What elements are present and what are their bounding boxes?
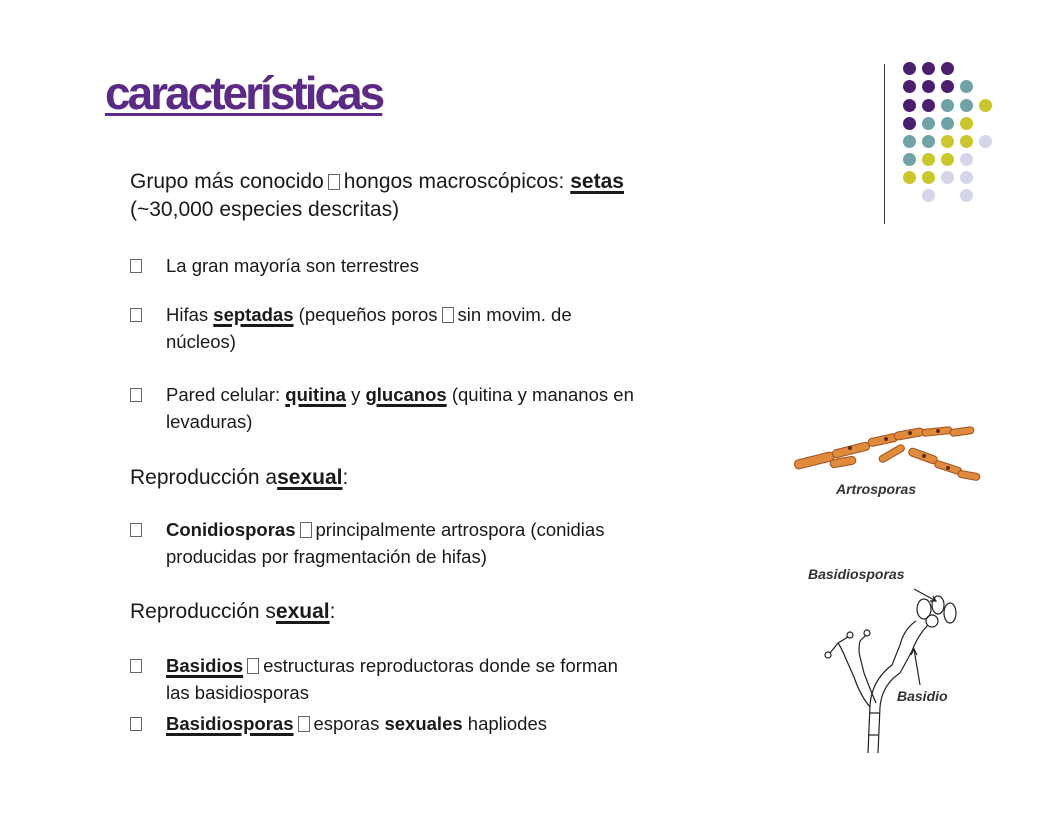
arrow-glyph-icon [298,716,310,732]
dot [960,189,973,202]
bullet-line2: producidas por fragmentación de hifas) [166,546,487,567]
dot [903,62,916,75]
bullet-bold-basidios: Basidios [166,655,244,676]
intro-paragraph [130,168,790,224]
bullet-icon [130,717,142,731]
dot [903,153,916,166]
dot [960,171,973,184]
dot [941,153,954,166]
arrow-glyph-icon [247,658,259,674]
heading-asexual [130,464,348,492]
bullet-pre: Hifas [166,304,209,325]
dot [941,117,954,130]
bullet-post1: esporas [313,713,380,734]
dot [941,135,954,148]
bullet-hifas [130,301,770,355]
heading-bold: exual [275,600,330,623]
intro-bold-setas: setas [570,170,624,193]
bullet-line2: núcleos) [166,331,236,352]
dot [960,135,973,148]
dot [922,153,935,166]
bullet-basidios [130,652,770,706]
artrosporas-label: Artrosporas [836,481,917,497]
dot [941,62,954,75]
dot [922,189,935,202]
divider-line [884,64,885,224]
bullet-post: (pequeños poros [298,304,438,325]
slide-title: características [105,67,383,119]
bullet-icon [130,259,142,273]
intro-text-a: Grupo más conocido [130,170,324,193]
dot [941,171,954,184]
dot [903,99,916,112]
dot [960,153,973,166]
bullet-bold-conidiosporas: Conidiosporas [166,519,296,540]
heading-colon: : [342,466,349,489]
dot [960,117,973,130]
dot [922,80,935,93]
dot [903,117,916,130]
bullet-mid: y [351,384,361,405]
heading-sexual [130,598,335,626]
dot [903,135,916,148]
dot [922,171,935,184]
dot [960,80,973,93]
bullet-pre: Pared celular: [166,384,281,405]
dot [922,62,935,75]
bullet-line2: levaduras) [166,411,253,432]
bullet-basidiosporas [130,710,770,737]
bullet-bold-quitina: quitina [285,384,346,405]
bullet-icon [130,388,142,402]
basidio-illustration [820,585,970,755]
bullet-post: principalmente artrospora (conidias [315,519,605,540]
dot [979,135,992,148]
dot [922,135,935,148]
dot [979,99,992,112]
intro-text-b: hongos macroscópicos: [343,170,565,193]
basidiosporas-label: Basidiosporas [808,566,905,582]
bullet-post2: hapliodes [467,713,547,734]
bullet-text: La gran mayoría son terrestres [166,255,419,276]
dot [941,99,954,112]
heading-text: Reproducción a [130,466,278,489]
arrow-glyph-icon [328,174,340,190]
bullet-bold-septadas: septadas [213,304,294,325]
artrosporas-illustration [790,420,990,485]
bullet-terrestres [130,252,770,279]
bullet-icon [130,308,142,322]
heading-text: Reproducción s [130,600,276,623]
dot [960,99,973,112]
arrow-glyph-icon [442,307,454,323]
arrow-glyph-icon [300,522,312,538]
dot [922,117,935,130]
dot [922,99,935,112]
dot [941,80,954,93]
bullet-bold-glucanos: glucanos [365,384,447,405]
heading-bold: sexual [277,466,343,489]
bullet-post: estructuras reproductoras donde se forman [263,655,618,676]
bullet-post2: sin movim. de [457,304,572,325]
bullet-conidiosporas [130,516,770,570]
bullet-icon [130,659,142,673]
bullet-pared [130,381,770,435]
bullet-icon [130,523,142,537]
bullet-bold-basidiosporas: Basidiosporas [166,713,294,734]
heading-colon: : [329,600,336,623]
bullet-line2: las basidiosporas [166,682,309,703]
basidio-label: Basidio [897,688,948,704]
dot [903,171,916,184]
dot [903,80,916,93]
bullet-post: (quitina y mananos en [451,384,634,405]
bullet-bold-sexuales: sexuales [384,713,463,734]
intro-line2: (~30,000 especies descritas) [130,198,400,221]
